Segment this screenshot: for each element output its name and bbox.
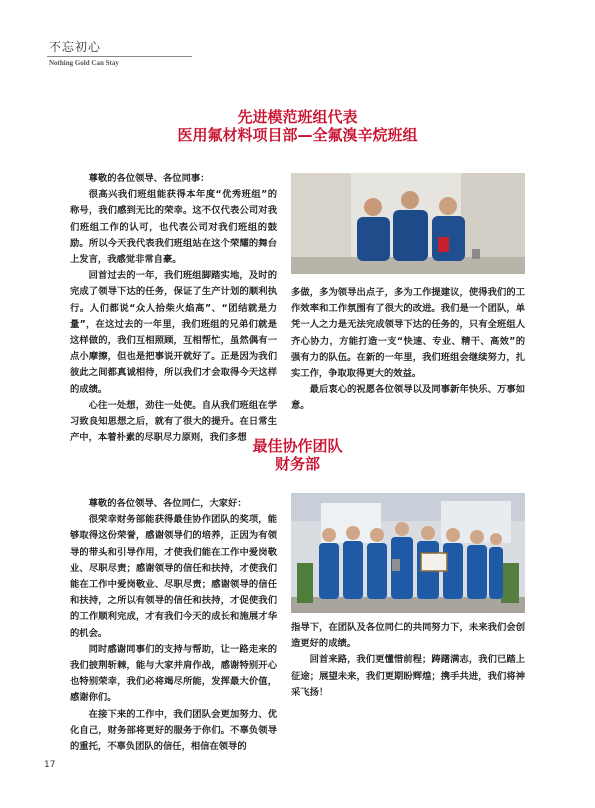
paragraph: 指导下，在团队及各位同仁的共同努力下，未来我们会创造更好的成绩。 [291,622,525,650]
paragraph: 回首来路，我们更懂惜前程；踌躇满志，我们已踏上征途；展望未来，我们更期盼辉煌；携手共进，我们将神采飞扬！ [291,654,525,698]
paragraph: 心往一处想，劲往一处使。自从我们班组在学习致良知思想之后，就有了很大的提升。在日常生产中，本着朴素的尽职尽力原则，我们多想 [70,399,277,444]
paragraph: 尊敬的各位领导、各位同仁，大家好： [88,498,247,509]
section2-title-line2: 财务部 [274,455,320,473]
paragraph: 同时感谢同事们的支持与帮助，让一路走来的我们披荆斩棘，能与大家并肩作战，感谢特别开心也特别荣幸，我们必将竭尽所能，发挥最大价值，感谢你们。 [70,643,277,704]
section1-title-line2: 医用氟材料项目部—全氟溴辛烷班组 [177,126,418,144]
paragraph: 多做，多为领导出点子，多为工作提建议，使得我们的工作效率和工作氛围有了很大的改进。我们是一个团队，单凭一人之力是无法完成领导下达的任务的，只有全班组人齐心协力，方能打造一支“快速、专业、精干、高效”的强有力的队伍。在新的一年里，我们班组会继续努力，扎实工作，争取取得更大的效益。 [291,287,525,380]
running-header-title: 不忘初心 [49,40,102,54]
paragraph: 很高兴我们班组能获得本年度“优秀班组”的称号，我们感到无比的荣幸。这不仅代表公司对我们班组工作的认可，也代表公司对我们班组的鼓励。所以今天我代表我们班组站在这个荣耀的舞台上发言，我感觉非常自豪。 [70,189,277,266]
paragraph: 在接下来的工作中，我们团队会更加努力、优化自己，财务部将更好的服务于你们。不辜负领导的重托，不辜负团队的信任，相信在领导的 [70,708,277,753]
section2-left-column [70,496,277,753]
section2-title-line1: 最佳协作团队 [252,437,343,455]
section1-right-column [291,285,525,412]
paragraph: 回首过去的一年，我们班组脚踏实地，及时的完成了领导下达的任务，保证了生产计划的顺利执行。人们都说“众人拾柴火焰高”、“团结就是力量”，在这过去的一年里，我们班组的兄弟们就是这样做的，我们互相照顾，互相帮忙，虽然偶有一点小摩擦，但也是把事说开就好了。正是因为我们彼此之间都真诚相待，所以我们才会取得今天这样的成绩。 [70,270,277,395]
paragraph: 最后衷心的祝愿各位领导以及同事新年快乐、万事如意。 [291,384,525,412]
paragraph: 很荣幸财务部能获得最佳协作团队的奖项，能够取得这份荣誉，感谢领导们的培养，正因为有领导的带头和引导作用，才使我们能在工作中爱岗敬业、尽职尽责；感谢领导的信任和扶持，才使我们能在工作中爱岗敬业、尽职尽责；感谢领导的信任和扶持，之所以有领导的信任和扶持，才促使我们的工作顺利完成，才有我们今天的成长和施展才华的机会。 [70,514,277,639]
section2-team-photo [291,493,525,613]
header-divider [47,56,192,57]
section1-title-line1: 先进模范班组代表 [237,108,358,126]
paragraph: 尊敬的各位领导、各位同事： [88,173,210,184]
running-header-subtitle: Nothing Gold Can Stay [49,59,119,67]
section1-left-column [70,171,277,444]
section2-right-column [291,620,525,700]
section1-team-photo [291,173,525,274]
page-number: 17 [44,760,56,770]
